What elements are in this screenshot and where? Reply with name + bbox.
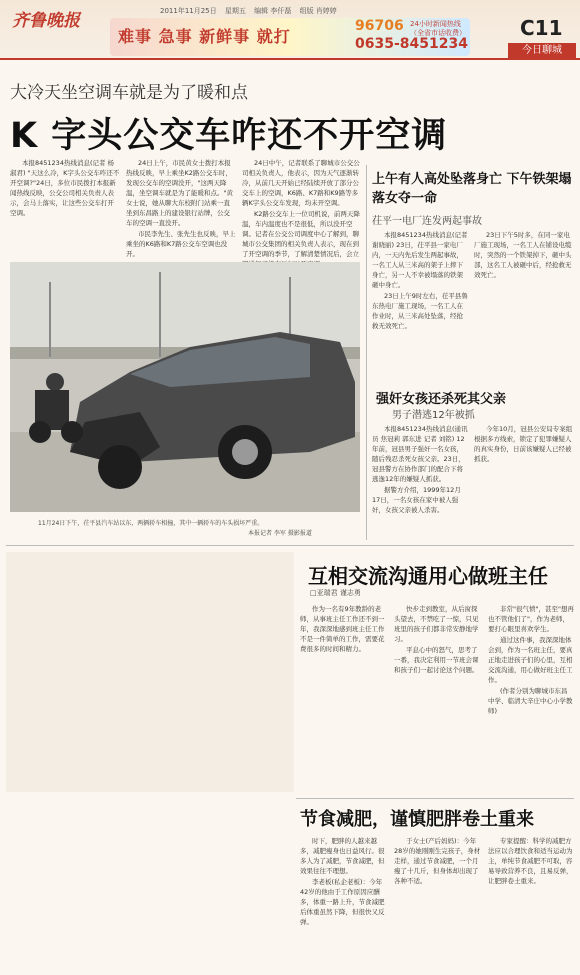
- side-subheadline-2: 男子潜逃12年被抓: [392, 410, 475, 421]
- newspaper-logo: 齐鲁晚报: [12, 11, 80, 31]
- lead-body-col-2: [126, 158, 236, 258]
- diet-paragraph: 时下，肥胖的人越来越多，减肥瘦身也日益风行。很多人为了减肥，节食减肥，但效果往往不理想。: [300, 837, 385, 875]
- side1-paragraph: 23日上午9时左右，茌平县鲁东热电厂施工现场，一名工人在作业时，从三米高处坠落，经抢救无效死亡。: [372, 292, 468, 330]
- lead-paragraph: 市民李先生、张先生也反映，早上乘坐的K6路和K7路公交车空调也没开。: [126, 230, 236, 258]
- column-divider: [366, 165, 367, 540]
- page-number: C11: [520, 16, 563, 40]
- lead-headline: K 字头公交车咋还不开空调: [10, 116, 448, 156]
- side2-paragraph: 今年10月，冠县公安局专案组根据多方线索，锁定了犯罪嫌疑人的真实身份，日前该嫌疑人已经被抓获。: [474, 425, 573, 463]
- section-badge: 今日聊城: [508, 43, 576, 58]
- side-subheadline-1: 茌平一电厂连发两起事故: [372, 216, 482, 227]
- issue-meta: [160, 6, 480, 16]
- side2-paragraph: 据警方介绍，1999年12月17日，一名女孩在家中被人强奸，女孩父亲被人杀害。: [372, 486, 461, 514]
- diet-headline: 节食减肥，谨慎肥胖卷土重来: [300, 809, 534, 830]
- column-body-col-1: [300, 604, 388, 794]
- lead-paragraph: 24日中午，记者联系了聊城市公交公司相关负责人，他表示，因为天气逐渐转冷，从前几天开始已经陆续开放了部分公交车上的空调，K6路、K7路和K9路等多辆K字头公交车发现，均未开空调。: [242, 159, 360, 207]
- left-panel: [6, 552, 294, 792]
- diet-body-col-3: [488, 836, 574, 971]
- diet-body-col-1: [300, 836, 388, 971]
- phone-number: 0635-8451234: [355, 36, 468, 52]
- column-paragraph: 快步走到教室，从后窗探头望去，不禁吃了一惊，只见班里的孩子们都非常安静地学习。: [394, 605, 479, 643]
- issue-date: 2011年11月25日: [160, 7, 217, 15]
- hotline-number: 96706: [355, 18, 404, 34]
- column-paragraph: (作者分别为聊城市东昌中学、临清大辛庄中心小学教师): [488, 687, 573, 715]
- photo-caption: 11月24日下午，茌平县汽车站以东，两辆轿车相撞，其中一辆轿车的车头损坏严重。: [38, 520, 264, 527]
- photo-credit: 本报记者 李军 摄影报道: [248, 530, 312, 537]
- issue-editor: 编辑 李仟磊: [254, 7, 292, 15]
- side1-paragraph: 本报8451234热线消息(记者 谢晓丽) 23日，茌平县一家电厂内，一天内先后发生两起事故，一名工人从三米高的架子上摔下身亡，另一人不幸被塌落的铁架砸中身亡。: [372, 231, 468, 289]
- lead-subheadline: 大冷天坐空调车就是为了暖和点: [10, 83, 248, 103]
- side-headline-1: 上午有人高处坠落身亡 下午铁架塌落女夺一命: [372, 172, 572, 206]
- column-paragraph: 非常"很气愤"，甚至"想再也不管他们了"，作为老师，要打心眼里喜欢学生。: [488, 605, 574, 633]
- side1-body-col-1: [372, 230, 468, 370]
- side-headline-2: 强奸女孩还杀死其父亲: [376, 392, 507, 407]
- lead-paragraph: 24日上午，市民黄女士拨打本报热线反映，早上乘坐K2路公交车时，发现公交车的空调没开，"这两天降温，坐空调车就是为了能暖和点。"黄女士说，她从聊大东校附门站乘一直坐到东昌路上的建设银行站牌，公交车的空调一直没开。: [126, 159, 233, 227]
- side1-body-col-2: [474, 230, 574, 370]
- section-divider: [296, 798, 574, 799]
- column-body-col-2: [394, 604, 482, 794]
- column-paragraph: 平息心中的怒气，思考了一番，我决定利用一节班会课和孩子们一起讨论这个问题。: [394, 646, 479, 674]
- lead-body-col-1: [10, 158, 120, 258]
- lead-paragraph: K2路公交车上一位司机说，前两天降温，车内温度也不是很低，所以没开空调。记者在公交公司调度中心了解到，聊城市公交集团的相关负责人表示，现在到了开空调的季节，了解清楚情况后，会立: [242, 210, 360, 258]
- section-divider: [6, 545, 574, 546]
- lead-body-col-3: [242, 158, 360, 258]
- column-body-col-3: [488, 604, 574, 794]
- side1-paragraph: 23日下午5时多，在同一家电厂施工现场，一名工人在铺设电缆时，突然的一个铁架掉下，砸中头部，这名工人被砸中后，经抢救无效死亡。: [474, 231, 572, 279]
- issue-weekday: 星期五: [224, 7, 246, 15]
- column-headline: 互相交流沟通用心做班主任: [308, 564, 548, 588]
- banner-slogan: 难事 急事 新鲜事 就打: [118, 27, 291, 46]
- column-byline: □亚瑞君 谨志勇: [310, 589, 361, 597]
- hotline-note: 24小时新闻热线（全省市话收费）: [410, 20, 466, 37]
- side2-paragraph: 本报8451234热线消息(通讯员 焦冠莉 郭东进 记者 刘铭) 12年前，冠县男子强奸一名女孩，随后残忍杀死女孩父亲。23日，冠县警方在协作部门的配合下将逃逸12年的嫌疑人抓获。: [372, 425, 468, 483]
- diet-body-col-2: [394, 836, 482, 971]
- lead-paragraph: 本报8451234热线消息(记者 杨淑君) "天这么冷，K字头公交车咋还不开空调?"24日，多位市民拨打本报新闻热线反映，公交公司相关负责人表示，会马上落实，让这些公交车打开空调。: [10, 159, 120, 217]
- diet-paragraph: 专家提醒：科学的减肥方法应以合理饮食和适当运动为主，单纯节食减肥不可取，容易导致营养不良，且易反弹，让肥胖卷土重来。: [488, 837, 573, 885]
- column-paragraph: 通过这件事，我深深地体会到，作为一名班主任，要真正地走进孩子们的心里，互相交流沟通，用心做好班主任工作。: [488, 636, 573, 684]
- diet-paragraph: 于女士(产后妈妈)：今年28岁的她刚刚生完孩子，身材走样，通过节食减肥，一个月瘦了十几斤，但身体却出现了各种不适。: [394, 837, 481, 885]
- accident-photo: [10, 262, 360, 512]
- issue-designer: 组版 肖婷婷: [299, 7, 337, 15]
- car-crash-photo-icon: [10, 262, 360, 512]
- side2-body-col-2: [474, 424, 574, 540]
- side2-body-col-1: [372, 424, 468, 540]
- column-paragraph: 作为一名有9年教龄的老师，从事班主任工作还不到一年，我深深地感到班主任工作不是一件简单的工作，需要花费很多的时间和精力。: [300, 605, 385, 653]
- diet-paragraph: 李老板(私企老板)：今年42岁的他由于工作原因应酬多，体重一路上升，节食减肥后体重虽然下降，但很快又反弹。: [300, 878, 385, 926]
